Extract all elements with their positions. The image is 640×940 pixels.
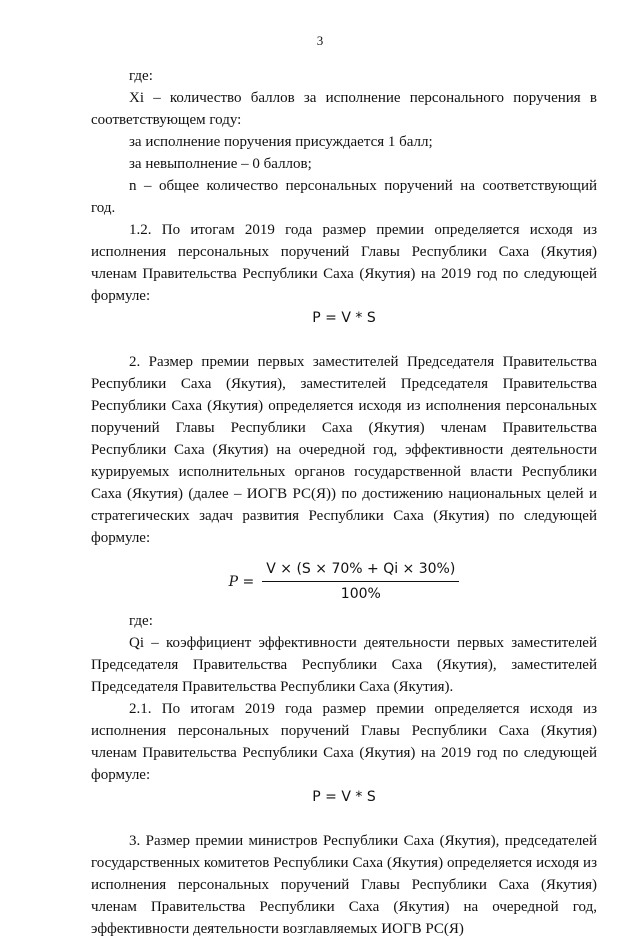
document-body [91,65,597,940]
formula-2-fraction [262,559,459,604]
formula-3: P = V * S [312,789,376,805]
paragraph-where-1: где: [129,68,153,84]
paragraph-xi-definition: Xi – количество баллов за исполнение персонального поручения в соответствующем году: [91,90,597,128]
paragraph-2: 2. Размер премии первых заместителей Председателя Правительства Республики Саха (Якутия), заместителей Председателя Правительства Республики Саха (Якутия) определяется исходя из исполнения персональных поручений Главы Республики Саха (Якутия) членам Правительства Республики Саха (Якутия) на очередной год, эффективности деятельности курируемых исполнительных органов государственной власти Республики Саха (Якутия) (далее – ИОГВ РС(Я)) по достижению национальных целей и стратегических задач развития Республики Саха (Якутия) по следующей формуле: [91,354,597,546]
spacer [91,808,597,830]
paragraph-2-1: 2.1. По итогам 2019 года размер премии определяется исходя из исполнения персональных поручений Главы Республики Саха (Якутия) членам Правительства Республики Саха (Якутия) на 2019 год по следующей формуле: [91,701,597,783]
paragraph-where-2: где: [129,613,153,629]
paragraph-3: 3. Размер премии министров Республики Саха (Якутия), председателей государственных комитетов Республики Саха (Якутия) определяется исходя из исполнения персональных поручений Главы Республики Саха (Якутия) членам Правительства Республики Саха (Якутия) на очередной год, эффективности деятельности возглавляемых ИОГВ РС(Я) [91,833,597,937]
paragraph-zero-points: за невыполнение – 0 баллов; [129,156,312,172]
paragraph-n-definition: n – общее количество персональных поручений на соответствующий год. [91,178,597,216]
formula-2-denominator: 100% [340,586,381,602]
page-number: 3 [316,33,324,48]
paragraph-qi-definition: Qi – коэффициент эффективности деятельности первых заместителей Председателя Правительства Республики Саха (Якутия), заместителей Председателя Правительства Республики Саха (Якутия). [91,635,597,695]
formula-1: P = V * S [312,310,376,326]
formula-2-numerator: V × (S × 70% + Qi × 30%) [262,559,459,582]
formula-2-lhs: P = [228,573,255,590]
paragraph-one-point: за исполнение поручения присуждается 1 балл; [129,134,433,150]
paragraph-1-2: 1.2. По итогам 2019 года размер премии определяется исходя из исполнения персональных поручений Главы Республики Саха (Якутия) членам Правительства Республики Саха (Якутия) на 2019 год по следующей формуле: [91,222,597,304]
spacer [91,329,597,351]
formula-2 [91,559,597,604]
